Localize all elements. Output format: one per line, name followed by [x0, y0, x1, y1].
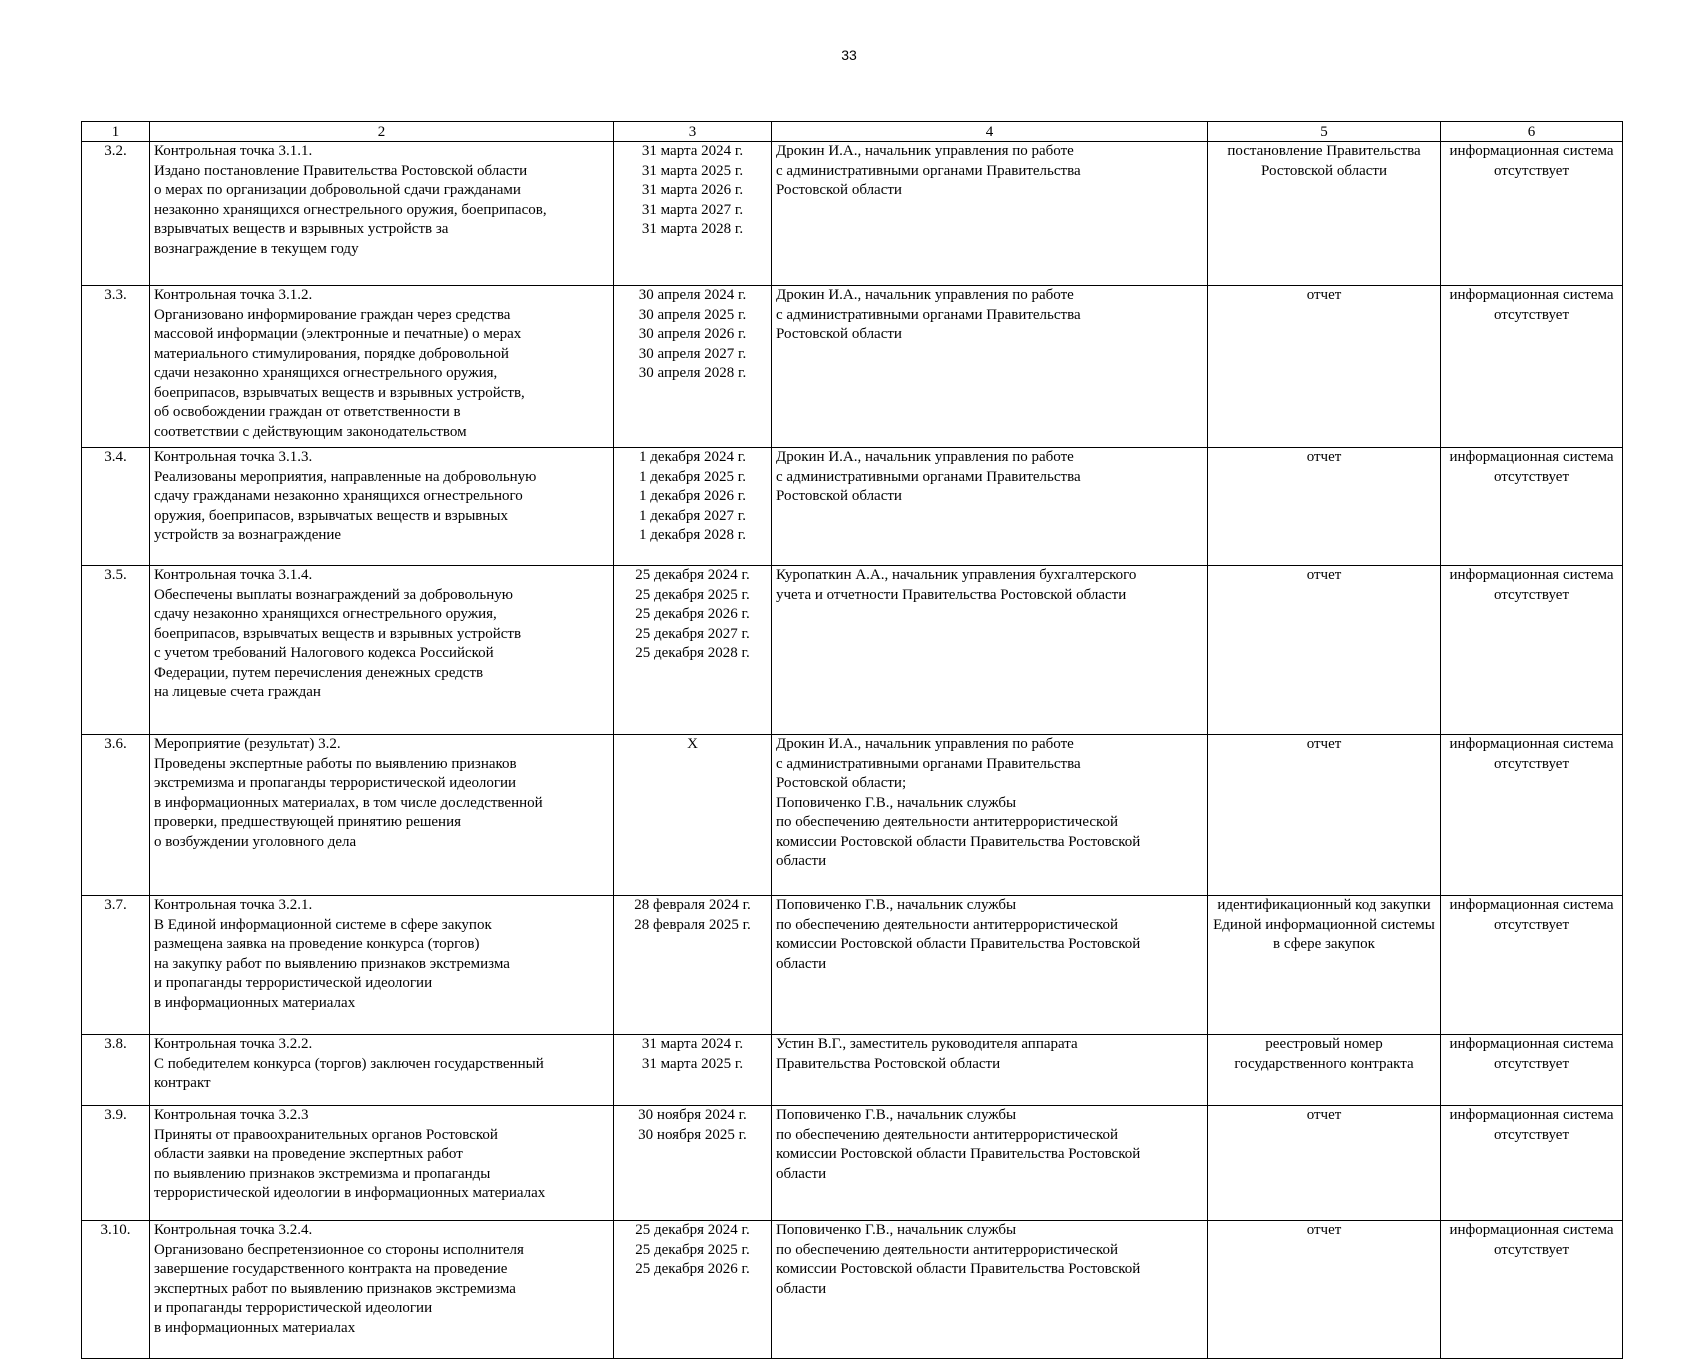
- information-system-line: информационная система отсутствует: [1449, 1107, 1614, 1143]
- control-point-description-line: сдачу незаконно хранящихся огнестрельного оружия,: [154, 606, 497, 622]
- responsible-person-line: области: [776, 1280, 827, 1297]
- responsible-person-line: комиссии Ростовской области Правительства Ростовской: [776, 1146, 1141, 1162]
- responsible-person-line: области: [776, 1165, 827, 1182]
- document-type-line: отчет: [1306, 449, 1342, 465]
- table-row: [82, 566, 1623, 735]
- responsible-person-line: по обеспечению деятельности антитеррористической: [776, 916, 1119, 933]
- document-type: [1208, 286, 1441, 448]
- responsible-person-line: Куропаткин А.А., начальник управления бухгалтерского: [776, 567, 1137, 583]
- control-point-description-line: на лицевые счета граждан: [154, 684, 321, 700]
- deadline-dates-line: 25 декабря 2026 г.: [635, 606, 750, 622]
- deadline-dates-line: 28 февраля 2025 г.: [634, 916, 751, 933]
- row-number: 3.6.: [82, 735, 150, 896]
- column-header: 4: [772, 122, 1208, 142]
- information-system: [1441, 1035, 1623, 1106]
- control-point-description-line: Контрольная точка 3.1.1.: [154, 143, 313, 159]
- responsible-person-line: Устин В.Г., заместитель руководителя аппарата: [776, 1036, 1078, 1052]
- responsible-person-line: Ростовской области;: [776, 775, 907, 791]
- control-point-description-line: Контрольная точка 3.1.2.: [154, 287, 313, 303]
- responsible-person: [772, 1035, 1208, 1106]
- control-point-description-line: Контрольная точка 3.1.3.: [154, 449, 313, 465]
- control-point-description-line: Контрольная точка 3.1.4.: [154, 567, 313, 583]
- table-row: [82, 1035, 1623, 1106]
- deadline-dates-line: 25 декабря 2024 г.: [635, 1222, 750, 1238]
- control-point-description-line: по выявлению признаков экстремизма и пропаганды: [154, 1165, 491, 1182]
- deadline-dates: [614, 735, 772, 896]
- row-number: 3.9.: [82, 1106, 150, 1221]
- page-number: 33: [841, 47, 857, 63]
- column-header: 1: [82, 122, 150, 142]
- control-point-description-line: экспертных работ по выявлению признаков экстремизма: [154, 1280, 516, 1297]
- deadline-dates-line: 1 декабря 2028 г.: [639, 527, 746, 543]
- deadline-dates-line: 25 декабря 2026 г.: [635, 1261, 750, 1277]
- information-system-line: информационная система отсутствует: [1449, 143, 1614, 179]
- deadline-dates: [614, 1035, 772, 1106]
- deadline-dates-line: 30 ноября 2025 г.: [638, 1126, 747, 1143]
- row-number: 3.8.: [82, 1035, 150, 1106]
- control-point-description-line: Реализованы мероприятия, направленные на добровольную: [154, 468, 537, 485]
- information-system: [1441, 566, 1623, 735]
- control-point-description-line: контракт: [154, 1075, 211, 1091]
- deadline-dates-line: 30 апреля 2024 г.: [638, 287, 747, 303]
- control-point-description: [150, 896, 614, 1035]
- control-point-description: [150, 448, 614, 566]
- responsible-person-line: Поповиченко Г.В., начальник службы: [776, 1222, 1017, 1238]
- document-type-line: идентификационный код закупки Единой информационной системы в сфере закупок: [1213, 897, 1435, 952]
- control-point-description-line: на закупку работ по выявлению признаков экстремизма: [154, 955, 510, 972]
- control-point-description-line: Организовано беспретензионное со стороны исполнителя: [154, 1241, 524, 1258]
- responsible-person-line: по обеспечению деятельности антитеррористической: [776, 814, 1119, 830]
- responsible-person-line: Правительства Ростовской области: [776, 1055, 1001, 1072]
- deadline-dates: [614, 1221, 772, 1359]
- control-point-description-line: террористической идеологии в информационных материалах: [154, 1185, 546, 1201]
- row-number: 3.5.: [82, 566, 150, 735]
- information-system: [1441, 142, 1623, 286]
- control-point-description-line: взрывчатых веществ и взрывных устройств за: [154, 221, 449, 237]
- deadline-dates-line: 30 апреля 2025 г.: [638, 306, 747, 323]
- responsible-person-line: области: [776, 853, 827, 869]
- control-point-description-line: Контрольная точка 3.2.3: [154, 1107, 309, 1123]
- deadline-dates-line: 31 марта 2026 г.: [641, 182, 744, 198]
- deadline-dates-line: X: [687, 736, 698, 752]
- responsible-person-line: комиссии Ростовской области Правительства Ростовской: [776, 833, 1141, 850]
- document-type: [1208, 566, 1441, 735]
- deadline-dates: [614, 286, 772, 448]
- control-point-description-line: размещена заявка на проведение конкурса (торгов): [154, 936, 480, 952]
- information-system-line: информационная система отсутствует: [1449, 1222, 1614, 1258]
- control-point-description-line: экстремизма и пропаганды террористической идеологии: [154, 775, 517, 791]
- control-point-description-line: сдачи незаконно хранящихся огнестрельного оружия,: [154, 365, 498, 381]
- control-point-description-line: боеприпасов, взрывчатых веществ и взрывных устройств: [154, 625, 522, 642]
- responsible-person: [772, 896, 1208, 1035]
- row-number: 3.7.: [82, 896, 150, 1035]
- deadline-dates-line: 25 декабря 2024 г.: [635, 567, 750, 583]
- information-system-line: информационная система отсутствует: [1449, 1036, 1614, 1072]
- responsible-person-line: Дрокин И.А., начальник управления по работе: [776, 736, 1074, 752]
- control-point-description-line: Контрольная точка 3.2.2.: [154, 1036, 313, 1052]
- control-point-description-line: соответствии с действующим законодательством: [154, 423, 467, 440]
- deadline-dates-line: 25 декабря 2025 г.: [635, 1241, 750, 1258]
- deadline-dates-line: 31 марта 2024 г.: [641, 1036, 744, 1052]
- responsible-person: [772, 735, 1208, 896]
- document-type: [1208, 1035, 1441, 1106]
- control-point-description-line: сдачу гражданами незаконно хранящихся огнестрельного: [154, 488, 523, 504]
- responsible-person-line: Дрокин И.А., начальник управления по работе: [776, 143, 1074, 159]
- information-system: [1441, 735, 1623, 896]
- responsible-person-line: комиссии Ростовской области Правительства Ростовской: [776, 936, 1141, 952]
- responsible-person: [772, 1106, 1208, 1221]
- table-row: [82, 1106, 1623, 1221]
- responsible-person: [772, 142, 1208, 286]
- control-point-description-line: и пропаганды террористической идеологии: [154, 1300, 433, 1316]
- row-number: 3.3.: [82, 286, 150, 448]
- responsible-person: [772, 448, 1208, 566]
- responsible-person-line: учета и отчетности Правительства Ростовской области: [776, 586, 1127, 603]
- control-point-description: [150, 735, 614, 896]
- control-point-description: [150, 286, 614, 448]
- column-number-row: [82, 122, 1623, 142]
- document-type-line: реестровый номер государственного контракта: [1234, 1036, 1414, 1072]
- control-point-description-line: массовой информации (электронные и печатные) о мерах: [154, 326, 522, 342]
- table-row: [82, 448, 1623, 566]
- information-system-line: информационная система отсутствует: [1449, 567, 1614, 603]
- table-row: [82, 896, 1623, 1035]
- deadline-dates-line: 31 марта 2024 г.: [641, 143, 744, 159]
- control-point-description-line: о возбуждении уголовного дела: [154, 833, 357, 850]
- deadline-dates-line: 1 декабря 2026 г.: [639, 488, 746, 504]
- row-number: 3.10.: [82, 1221, 150, 1359]
- table-row: [82, 286, 1623, 448]
- control-point-description: [150, 1106, 614, 1221]
- information-system-line: информационная система отсутствует: [1449, 897, 1614, 933]
- column-header: 2: [150, 122, 614, 142]
- column-header: 3: [614, 122, 772, 142]
- control-point-description: [150, 1221, 614, 1359]
- responsible-person-line: с административными органами Правительства: [776, 468, 1081, 485]
- responsible-person-line: с административными органами Правительства: [776, 306, 1081, 323]
- control-point-description-line: об освобождении граждан от ответственности в: [154, 404, 461, 420]
- control-point-description-line: В Единой информационной системе в сфере закупок: [154, 916, 492, 933]
- control-point-description-line: вознаграждение в текущем году: [154, 240, 359, 257]
- deadline-dates-line: 31 марта 2027 г.: [641, 201, 744, 218]
- control-point-description-line: Издано постановление Правительства Ростовской области: [154, 162, 528, 179]
- control-point-description: [150, 1035, 614, 1106]
- control-point-description-line: оружия, боеприпасов, взрывчатых веществ и взрывных: [154, 507, 508, 524]
- responsible-person-line: Дрокин И.А., начальник управления по работе: [776, 287, 1074, 303]
- document-type: [1208, 448, 1441, 566]
- control-point-description-line: незаконно хранящихся огнестрельного оружия, боеприпасов,: [154, 201, 547, 218]
- control-point-description-line: устройств за вознаграждение: [154, 527, 342, 543]
- information-system-line: информационная система отсутствует: [1449, 449, 1614, 485]
- deadline-dates-line: 25 декабря 2028 г.: [635, 645, 750, 661]
- control-point-description-line: и пропаганды террористической идеологии: [154, 975, 433, 991]
- control-point-description-line: Федерации, путем перечисления денежных средств: [154, 664, 484, 681]
- table-row: [82, 735, 1623, 896]
- responsible-person-line: Поповиченко Г.В., начальник службы: [776, 897, 1017, 913]
- control-point-description-line: Приняты от правоохранительных органов Ростовской: [154, 1126, 498, 1143]
- responsible-person-line: Ростовской области: [776, 182, 902, 198]
- document-type-line: постановление Правительства Ростовской области: [1227, 143, 1421, 179]
- responsible-person-line: Поповиченко Г.В., начальник службы: [776, 1107, 1017, 1123]
- responsible-person: [772, 1221, 1208, 1359]
- control-point-description-line: Контрольная точка 3.2.1.: [154, 897, 313, 913]
- control-point-description-line: Контрольная точка 3.2.4.: [154, 1222, 313, 1238]
- control-point-description-line: в информационных материалах: [154, 994, 356, 1011]
- responsible-person-line: Ростовской области: [776, 488, 902, 504]
- deadline-dates-line: 31 марта 2025 г.: [641, 162, 744, 179]
- control-point-description-line: Проведены экспертные работы по выявлению признаков: [154, 755, 517, 772]
- control-point-description-line: проверки, предшествующей принятию решения: [154, 814, 462, 830]
- control-point-description-line: Обеспечены выплаты вознаграждений за добровольную: [154, 586, 513, 603]
- document-type: [1208, 1221, 1441, 1359]
- control-point-description-line: Мероприятие (результат) 3.2.: [154, 736, 341, 752]
- document-type-line: отчет: [1306, 567, 1342, 583]
- document-type-line: отчет: [1306, 287, 1342, 303]
- information-system: [1441, 1221, 1623, 1359]
- row-number: 3.4.: [82, 448, 150, 566]
- information-system: [1441, 448, 1623, 566]
- responsible-person-line: с административными органами Правительства: [776, 755, 1081, 772]
- responsible-person-line: Дрокин И.А., начальник управления по работе: [776, 449, 1074, 465]
- table-row: [82, 1221, 1623, 1359]
- responsible-person-line: с административными органами Правительства: [776, 162, 1081, 179]
- deadline-dates-line: 1 декабря 2025 г.: [639, 468, 746, 485]
- information-system-line: информационная система отсутствует: [1449, 287, 1614, 323]
- deadline-dates: [614, 1106, 772, 1221]
- control-point-description-line: материального стимулирования, порядке добровольной: [154, 345, 509, 362]
- document-type: [1208, 142, 1441, 286]
- deadline-dates-line: 30 апреля 2027 г.: [638, 345, 747, 362]
- responsible-person-line: Поповиченко Г.В., начальник службы: [776, 794, 1017, 811]
- deadline-dates-line: 31 марта 2025 г.: [641, 1055, 744, 1072]
- control-points-table: [81, 121, 1623, 1359]
- deadline-dates: [614, 566, 772, 735]
- information-system: [1441, 286, 1623, 448]
- deadline-dates: [614, 896, 772, 1035]
- column-header: 5: [1208, 122, 1441, 142]
- deadline-dates-line: 25 декабря 2027 г.: [635, 625, 750, 642]
- table-row: [82, 142, 1623, 286]
- document-type: [1208, 1106, 1441, 1221]
- control-point-description-line: области заявки на проведение экспертных работ: [154, 1146, 463, 1162]
- deadline-dates: [614, 448, 772, 566]
- document-type-line: отчет: [1306, 1222, 1342, 1238]
- control-point-description-line: с учетом требований Налогового кодекса Российской: [154, 645, 494, 661]
- row-number: 3.2.: [82, 142, 150, 286]
- information-system-line: информационная система отсутствует: [1449, 736, 1614, 772]
- control-point-description-line: боеприпасов, взрывчатых веществ и взрывных устройств,: [154, 384, 525, 401]
- deadline-dates-line: 30 апреля 2026 г.: [638, 326, 747, 342]
- responsible-person-line: Ростовской области: [776, 326, 902, 342]
- document-type-line: отчет: [1306, 1107, 1342, 1123]
- control-point-description-line: в информационных материалах: [154, 1319, 356, 1336]
- responsible-person-line: области: [776, 955, 827, 972]
- deadline-dates-line: 28 февраля 2024 г.: [634, 897, 751, 913]
- responsible-person-line: по обеспечению деятельности антитеррористической: [776, 1126, 1119, 1143]
- document-type-line: отчет: [1306, 736, 1342, 752]
- control-point-description-line: в информационных материалах, в том числе доследственной: [154, 794, 543, 811]
- document-type: [1208, 896, 1441, 1035]
- responsible-person: [772, 286, 1208, 448]
- control-point-description-line: С победителем конкурса (торгов) заключен государственный: [154, 1055, 544, 1072]
- control-point-description-line: о мерах по организации добровольной сдачи гражданами: [154, 182, 521, 198]
- control-point-description-line: завершение государственного контракта на проведение: [154, 1261, 508, 1277]
- deadline-dates-line: 1 декабря 2027 г.: [639, 507, 746, 524]
- deadline-dates-line: 25 декабря 2025 г.: [635, 586, 750, 603]
- deadline-dates-line: 30 ноября 2024 г.: [638, 1107, 747, 1123]
- deadline-dates-line: 31 марта 2028 г.: [641, 221, 744, 237]
- control-point-description: [150, 142, 614, 286]
- control-point-description-line: Организовано информирование граждан через средства: [154, 306, 511, 323]
- responsible-person-line: по обеспечению деятельности антитеррористической: [776, 1241, 1119, 1258]
- information-system: [1441, 1106, 1623, 1221]
- control-point-description: [150, 566, 614, 735]
- responsible-person-line: комиссии Ростовской области Правительства Ростовской: [776, 1261, 1141, 1277]
- deadline-dates-line: 30 апреля 2028 г.: [638, 365, 747, 381]
- responsible-person: [772, 566, 1208, 735]
- deadline-dates-line: 1 декабря 2024 г.: [639, 449, 746, 465]
- document-type: [1208, 735, 1441, 896]
- information-system: [1441, 896, 1623, 1035]
- column-header: 6: [1441, 122, 1623, 142]
- deadline-dates: [614, 142, 772, 286]
